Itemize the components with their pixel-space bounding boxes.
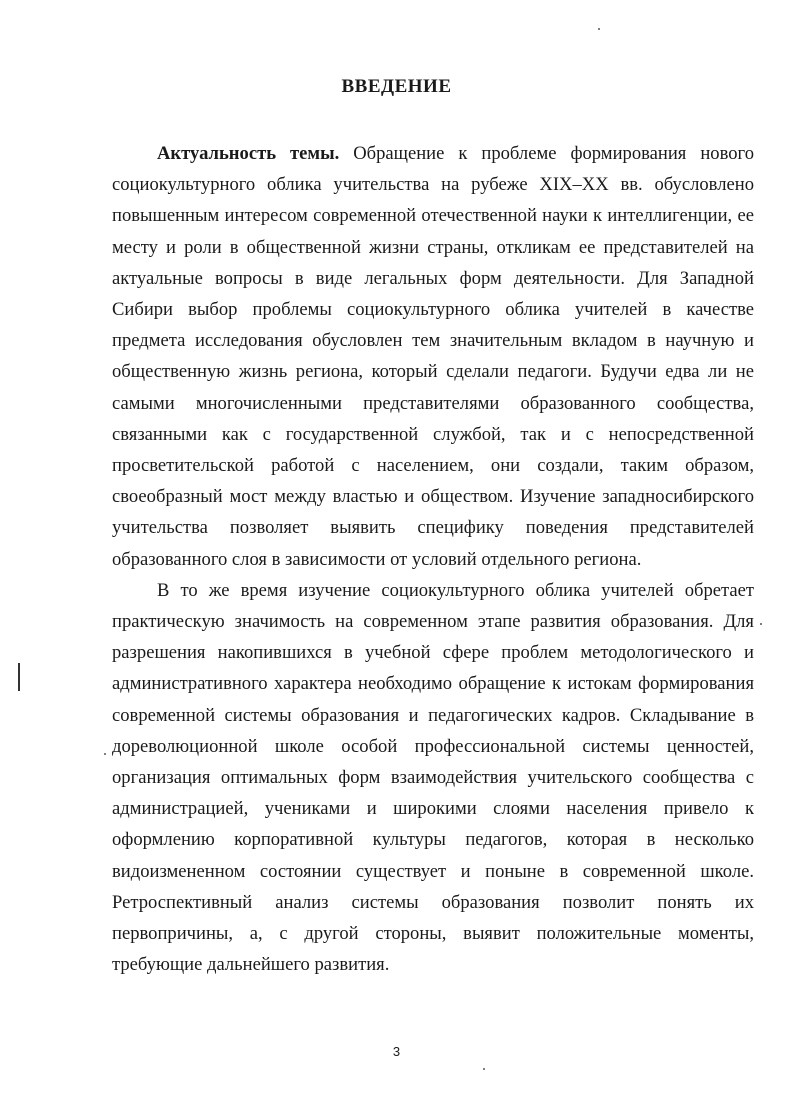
scan-speck <box>104 753 106 755</box>
scan-margin-mark <box>18 663 20 691</box>
body-text <box>112 138 754 980</box>
paragraph-text: Обращение к проблеме формирования нового социокультурного облика учительства на рубеже XIX–XX вв. обусловлено повышенным интересом современной отечественной науки к интеллигенции, ее месту и роли в общественной жизни страны, откликам ее представителей на актуальные вопросы в виде легальных форм деятельности. Для Западной Сибири выбор проблемы социокультурного облика учителей в качестве предмета исследования обусловлен тем значительным вкладом в научную и общественную жизнь региона, который сделали педагоги. Будучи едва ли не самыми многочисленными представителями образованного сообщества, связанными как с государственной службой, так и с непосредственной просветительской работой с населением, они создали, таким образом, своеобразный мост между властью и обществом. Изучение западносибирского учительства позволяет выявить специфику поведения представителей образованного слоя в зависимости от условий отдельного региона. <box>112 143 754 570</box>
paragraph-practical-significance <box>112 575 754 981</box>
scan-speck <box>760 623 762 625</box>
scan-speck <box>598 28 600 30</box>
paragraph-lead: Актуальность темы. <box>157 143 340 164</box>
page-number: 3 <box>392 1044 401 1059</box>
scan-speck <box>483 1068 485 1070</box>
section-title: ВВЕДЕНИЕ <box>341 76 452 97</box>
paragraph-relevance <box>112 138 754 575</box>
paragraph-text: В то же время изучение социокультурного облика учителей обретает практическую значимость на современном этапе развития образования. Для разрешения накопившихся в учебной сфере проблем методологического и административного характера необходимо обращение к истокам формирования современной системы образования и педагогических кадров. Складывание в дореволюционной школе особой профессиональной системы ценностей, организация оптимальных форм взаимодействия учительского сообщества с администрацией, учениками и широкими слоями населения привело к оформлению корпоративной культуры педагогов, которая в несколько видоизмененном состоянии существует и поныне в современной школе. Ретроспективный анализ системы образования позволит понять их первопричины, а, с другой стороны, выявит положительные моменты, требующие дальнейшего развития. <box>112 579 754 976</box>
